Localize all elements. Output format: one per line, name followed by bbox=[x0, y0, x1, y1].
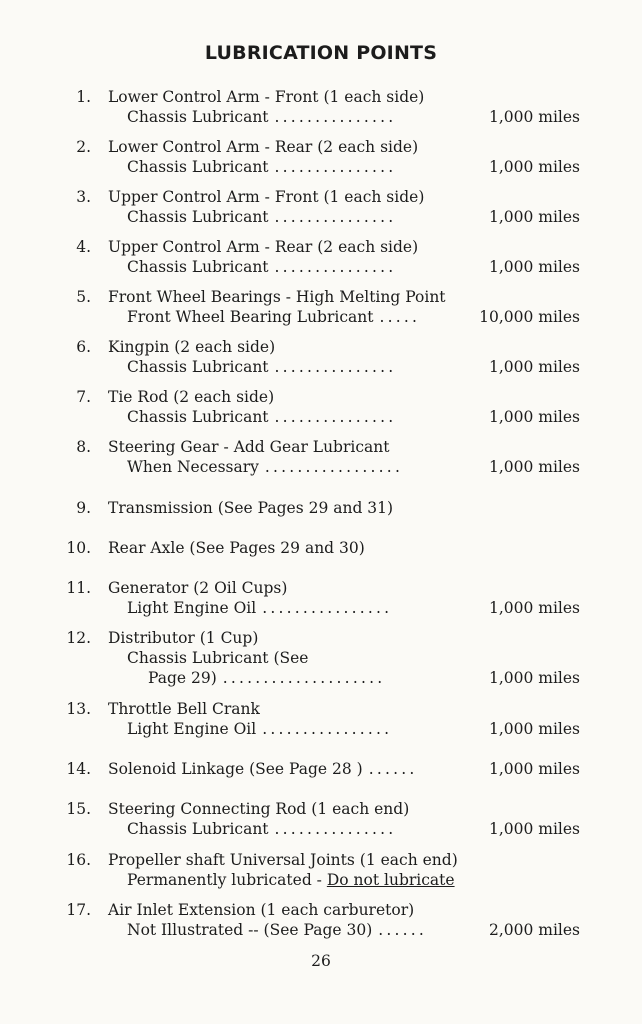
item-number: 8. bbox=[76, 438, 91, 456]
list-item-3 bbox=[0, 187, 642, 227]
item-interval: 1,000 miles bbox=[488, 408, 580, 426]
list-item-5 bbox=[0, 287, 642, 327]
item-number: 11. bbox=[66, 579, 91, 597]
list-item-15 bbox=[0, 799, 642, 839]
item-interval: 1,000 miles bbox=[488, 208, 580, 226]
item-number: 16. bbox=[66, 851, 91, 869]
leader-dots: ................ bbox=[262, 720, 393, 738]
item-interval: 1,000 miles bbox=[488, 760, 580, 778]
list-item-4 bbox=[0, 237, 642, 277]
item-heading: Upper Control Arm - Front (1 each side) bbox=[108, 188, 425, 206]
item-number: 1. bbox=[76, 88, 91, 106]
item-heading: Lower Control Arm - Front (1 each side) bbox=[108, 88, 425, 106]
item-heading: Transmission (See Pages 29 and 31) bbox=[108, 499, 394, 517]
item-interval: 2,000 miles bbox=[488, 921, 580, 939]
list-item-16 bbox=[0, 850, 642, 890]
item-heading: Lower Control Arm - Rear (2 each side) bbox=[108, 138, 419, 156]
item-number: 17. bbox=[66, 901, 91, 919]
item-lubricant: Light Engine Oil bbox=[127, 720, 257, 738]
item-number: 14. bbox=[66, 760, 91, 778]
item-number: 5. bbox=[76, 288, 91, 306]
item-lubricant: Chassis Lubricant bbox=[127, 258, 269, 276]
leader-dots: ............... bbox=[274, 820, 397, 838]
item-heading: Tie Rod (2 each side) bbox=[108, 388, 275, 406]
item-interval: 1,000 miles bbox=[488, 358, 580, 376]
leader-dots: ............... bbox=[274, 208, 397, 226]
item-note-prefix: Permanently lubricated - bbox=[127, 871, 322, 889]
item-heading: Distributor (1 Cup) bbox=[108, 629, 259, 647]
item-number: 2. bbox=[76, 138, 91, 156]
item-heading: Front Wheel Bearings - High Melting Point bbox=[108, 288, 446, 306]
item-number: 10. bbox=[66, 539, 91, 557]
leader-dots: ............... bbox=[274, 258, 397, 276]
item-lubricant: Chassis Lubricant bbox=[127, 358, 269, 376]
item-heading: Steering Gear - Add Gear Lubricant bbox=[108, 438, 390, 456]
list-item-11 bbox=[0, 578, 642, 618]
item-lubricant: Chassis Lubricant bbox=[127, 208, 269, 226]
item-heading: Upper Control Arm - Rear (2 each side) bbox=[108, 238, 419, 256]
item-interval: 1,000 miles bbox=[488, 458, 580, 476]
item-heading: Generator (2 Oil Cups) bbox=[108, 579, 288, 597]
item-lubricant: Chassis Lubricant bbox=[127, 158, 269, 176]
item-heading: Air Inlet Extension (1 each carburetor) bbox=[108, 901, 415, 919]
item-number: 13. bbox=[66, 700, 91, 718]
list-item-7 bbox=[0, 387, 642, 427]
item-interval: 1,000 miles bbox=[488, 669, 580, 687]
item-lubricant: Light Engine Oil bbox=[127, 599, 257, 617]
list-item-8 bbox=[0, 437, 642, 477]
item-number: 9. bbox=[76, 499, 91, 517]
item-interval: 1,000 miles bbox=[488, 108, 580, 126]
item-lubricant: Front Wheel Bearing Lubricant bbox=[127, 308, 374, 326]
list-item-14 bbox=[0, 759, 642, 779]
leader-dots: ............... bbox=[274, 108, 397, 126]
list-item-2 bbox=[0, 137, 642, 177]
item-number: 7. bbox=[76, 388, 91, 406]
page-title: LUBRICATION POINTS bbox=[204, 42, 438, 64]
item-lubricant: Not Illustrated -- (See Page 30) bbox=[127, 921, 373, 939]
leader-dots: ..... bbox=[379, 308, 421, 326]
list-item-9 bbox=[0, 498, 642, 518]
item-lubricant: Chassis Lubricant bbox=[127, 408, 269, 426]
leader-dots: ................ bbox=[262, 599, 393, 617]
item-lubricant: Chassis Lubricant (See bbox=[127, 649, 309, 667]
list-item-6 bbox=[0, 337, 642, 377]
item-lubricant-cont: Page 29) bbox=[148, 669, 217, 687]
page-number: 26 bbox=[311, 952, 331, 970]
item-lubricant: Chassis Lubricant bbox=[127, 108, 269, 126]
list-item-10 bbox=[0, 538, 642, 558]
leader-dots: ...... bbox=[378, 921, 428, 939]
item-lubricant: When Necessary bbox=[127, 458, 259, 476]
leader-dots: ............... bbox=[274, 408, 397, 426]
list-item-17 bbox=[0, 900, 642, 940]
list-item-12 bbox=[0, 628, 642, 688]
item-heading: Rear Axle (See Pages 29 and 30) bbox=[108, 539, 365, 557]
item-interval: 1,000 miles bbox=[488, 158, 580, 176]
list-item-1 bbox=[0, 87, 642, 127]
list-item-13 bbox=[0, 699, 642, 739]
item-heading: Steering Connecting Rod (1 each end) bbox=[108, 800, 410, 818]
leader-dots: ...... bbox=[368, 760, 418, 778]
item-number: 3. bbox=[76, 188, 91, 206]
item-number: 15. bbox=[66, 800, 91, 818]
item-number: 6. bbox=[76, 338, 91, 356]
item-heading: Propeller shaft Universal Joints (1 each end) bbox=[108, 851, 458, 869]
item-number: 12. bbox=[66, 629, 91, 647]
item-lubricant: Chassis Lubricant bbox=[127, 820, 269, 838]
leader-dots: ............... bbox=[274, 158, 397, 176]
item-heading: Throttle Bell Crank bbox=[108, 700, 260, 718]
item-heading: Solenoid Linkage (See Page 28 ) bbox=[108, 760, 363, 778]
leader-dots: .................... bbox=[222, 669, 386, 687]
leader-dots: ............... bbox=[274, 358, 397, 376]
item-heading: Kingpin (2 each side) bbox=[108, 338, 276, 356]
item-interval: 1,000 miles bbox=[488, 599, 580, 617]
item-interval: 1,000 miles bbox=[488, 720, 580, 738]
item-interval: 10,000 miles bbox=[479, 308, 580, 326]
do-not-lubricate-note: Do not lubricate bbox=[326, 871, 455, 889]
item-interval: 1,000 miles bbox=[488, 258, 580, 276]
item-number: 4. bbox=[76, 238, 91, 256]
leader-dots: ................. bbox=[264, 458, 404, 476]
item-interval: 1,000 miles bbox=[488, 820, 580, 838]
